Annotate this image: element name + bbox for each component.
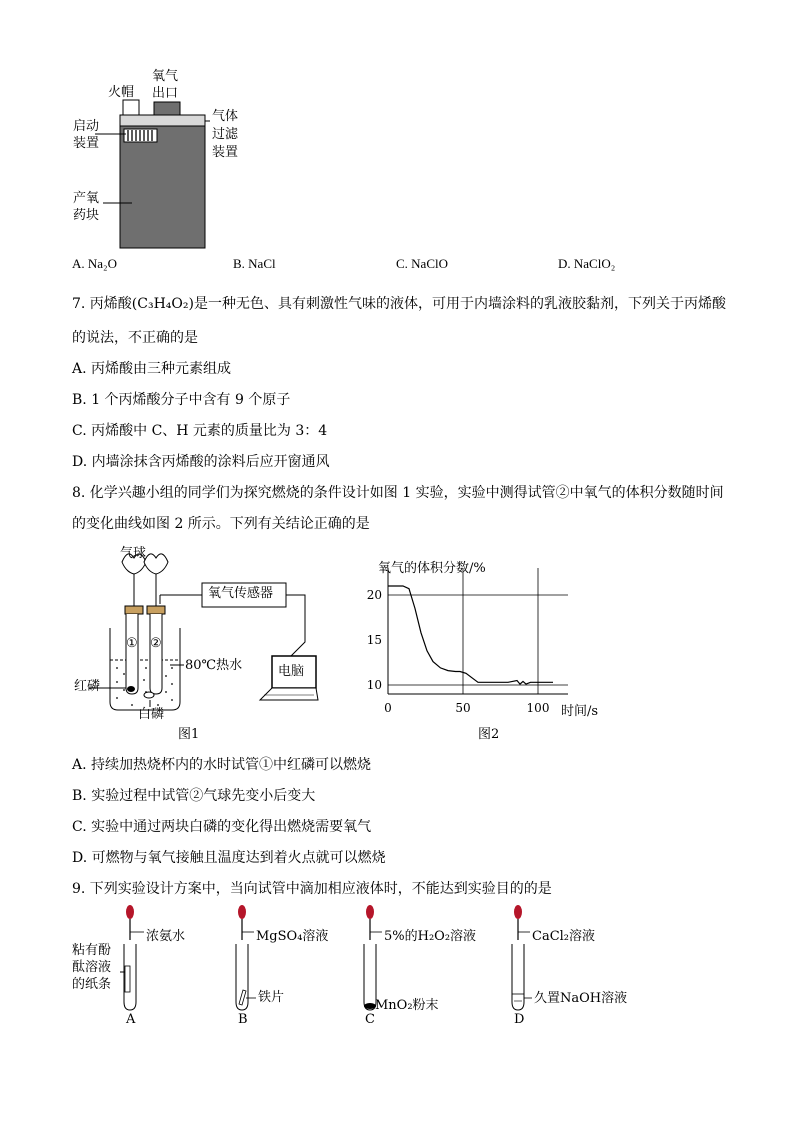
tube-2-label: ② [150, 636, 162, 651]
chart-x-tick-label: 0 [384, 701, 392, 715]
q6-option-a[interactable]: A. Na₂O [72, 256, 117, 271]
q7-stem-line2: 的说法，不正确的是 [72, 330, 198, 346]
tube-b-content: 铁片 [258, 990, 285, 1005]
chart-x-tick-label: 100 [526, 701, 550, 715]
oxygen-block-label: 产氧药块 [73, 191, 100, 223]
tube-1-label: ① [126, 636, 138, 651]
fig1-caption: 图1 [178, 727, 200, 742]
chart-y-tick-label: 15 [366, 633, 382, 647]
q7-stem-line1: 7. 丙烯酸(C₃H₄O₂)是一种无色、具有刺激性气味的液体，可用于内墙涂料的乳液胶黏剂，下列关于丙烯酸 [72, 296, 726, 312]
oxygen-outlet-label: 氧气出口 [152, 69, 179, 101]
combustion-apparatus-diagram [60, 540, 350, 740]
tube-a-reagent: 浓氨水 [146, 929, 186, 944]
tube-b-letter[interactable]: B [238, 1012, 248, 1027]
tube-c-content: MnO₂粉末 [375, 998, 439, 1013]
q9-stem: 9. 下列实验设计方案中，当向试管中滴加相应液体时，不能达到实验目的的是 [72, 881, 552, 897]
tube-c-reagent: 5%的H₂O₂溶液 [384, 929, 477, 944]
chart-y-label: 氧气的体积分数/% [378, 561, 486, 576]
q8-stem-line2: 的变化曲线如图 2 所示。下列有关结论正确的是 [72, 516, 370, 532]
chart-x-label: 时间/s [561, 704, 599, 719]
tube-b-group [236, 905, 256, 1010]
balloon-label: 气球 [120, 546, 147, 561]
tube-a-letter[interactable]: A [126, 1012, 136, 1027]
white-phosphorus-label: 白磷 [138, 707, 165, 722]
chart-x-tick-label: 50 [455, 701, 471, 715]
cap-label: 火帽 [108, 85, 135, 100]
red-phosphorus-label: 红磷 [74, 679, 101, 694]
computer-label: 电脑 [278, 664, 305, 679]
q8-option-b[interactable]: B. 实验过程中试管②气球先变小后变大 [72, 788, 316, 804]
q6-option-b[interactable]: B. NaCl [233, 256, 276, 271]
tube-a-group [120, 905, 144, 1010]
q7-option-d[interactable]: D. 内墙涂抹含丙烯酸的涂料后应开窗通风 [72, 454, 330, 470]
oxygen-fraction-chart [360, 554, 610, 722]
q8-stem-line1: 8. 化学兴趣小组的同学们为探究燃烧的条件设计如图 1 实验，实验中测得试管②中氧气的体积分数随时间 [72, 485, 724, 501]
chart-y-tick-label: 20 [366, 588, 382, 602]
q7-option-b[interactable]: B. 1 个丙烯酸分子中含有 9 个原子 [72, 392, 291, 408]
q7-option-c[interactable]: C. 丙烯酸中 C、H 元素的质量比为 3：4 [72, 423, 328, 439]
q8-option-c[interactable]: C. 实验中通过两块白磷的变化得出燃烧需要氧气 [72, 819, 372, 835]
tube-b-reagent: MgSO₄溶液 [256, 929, 329, 944]
q6-option-d[interactable]: D. NaClO₂ [558, 256, 616, 271]
q9-test-tubes-diagram [100, 902, 560, 1022]
hot-water-label: 80℃热水 [185, 658, 243, 673]
tube-d-reagent: CaCl₂溶液 [532, 929, 596, 944]
phenolphthalein-strip-label: 粘有酚酞溶液的纸条 [72, 943, 112, 992]
q8-option-a[interactable]: A. 持续加热烧杯内的水时试管①中红磷可以燃烧 [72, 757, 372, 773]
fig2-caption: 图2 [478, 727, 500, 742]
chart-y-tick-label: 10 [366, 678, 382, 692]
oxygen-sensor-label: 氧气传感器 [208, 586, 274, 601]
gas-filter-label: 气体过滤装置 [212, 109, 239, 160]
start-device-label: 启动装置 [73, 119, 100, 151]
tube-c-group [364, 905, 382, 1010]
tube-d-group [512, 905, 532, 1010]
chart-series-line [388, 586, 553, 684]
q8-option-d[interactable]: D. 可燃物与氧气接触且温度达到着火点就可以燃烧 [72, 850, 386, 866]
q7-option-a[interactable]: A. 丙烯酸由三种元素组成 [72, 361, 232, 377]
tube-c-letter[interactable]: C [365, 1012, 375, 1027]
tube-d-letter[interactable]: D [514, 1012, 525, 1027]
q6-option-c[interactable]: C. NaClO [396, 256, 448, 271]
tube-d-content: 久置NaOH溶液 [534, 991, 628, 1006]
